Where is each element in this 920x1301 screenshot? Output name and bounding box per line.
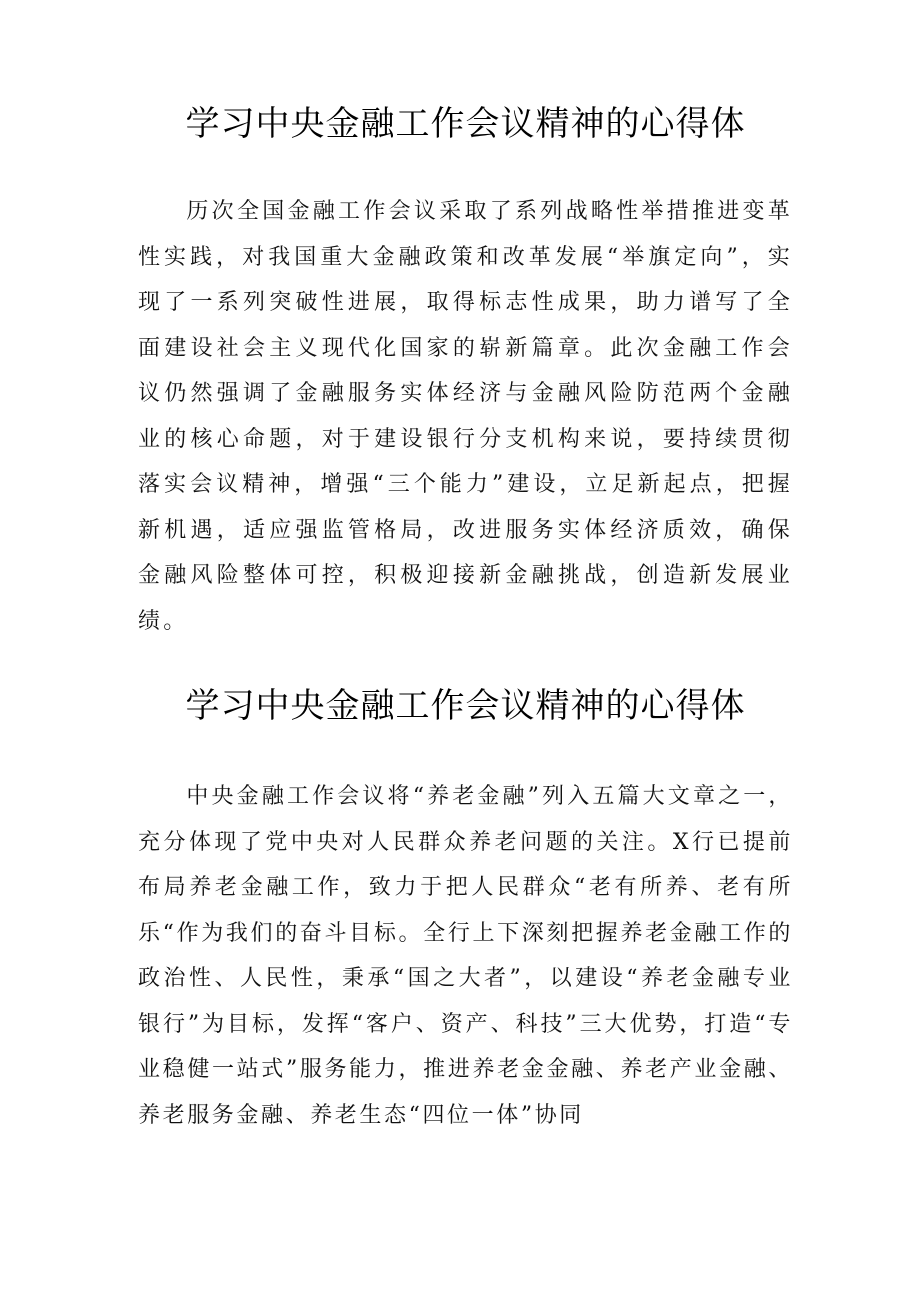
article-title-2: 学习中央金融工作会议精神的心得体 xyxy=(185,686,746,726)
article-paragraph-2: 中央金融工作会议将“养老金融”列入五篇大文章之一，充分体现了党中央对人民群众养老问题的关注。X行已提前布局养老金融工作，致力于把人民群众“老有所养、老有所乐“作为我们的奋斗目标。全行上下深刻把握养老金融工作的政治性、人民性，秉承“国之大者”，以建设“养老金融专业银行”为目标，发挥“客户、资产、科技”三大优势，打造“专业稳健一站式”服务能力，推进养老金金融、养老产业金融、养老服务金融、养老生态“四位一体”协同 xyxy=(138,784,793,1128)
article-section-1 xyxy=(138,104,793,644)
article-paragraph-1: 历次全国金融工作会议采取了系列战略性举措推进变革性实践，对我国重大金融政策和改革发展“举旗定向”，实现了一系列突破性进展，取得标志性成果，助力谱写了全面建设社会主义现代化国家的崭新篇章。此次金融工作会议仍然强调了金融服务实体经济与金融风险防范两个金融业的核心命题，对于建设银行分支机构来说，要持续贯彻落实会议精神，增强“三个能力”建设，立足新起点，把握新机遇，适应强监管格局，改进服务实体经济质效，确保金融风险整体可控，积极迎接新金融挑战，创造新发展业绩。 xyxy=(138,199,793,634)
article-title-1: 学习中央金融工作会议精神的心得体 xyxy=(185,104,746,144)
article-section-2 xyxy=(138,686,793,1138)
